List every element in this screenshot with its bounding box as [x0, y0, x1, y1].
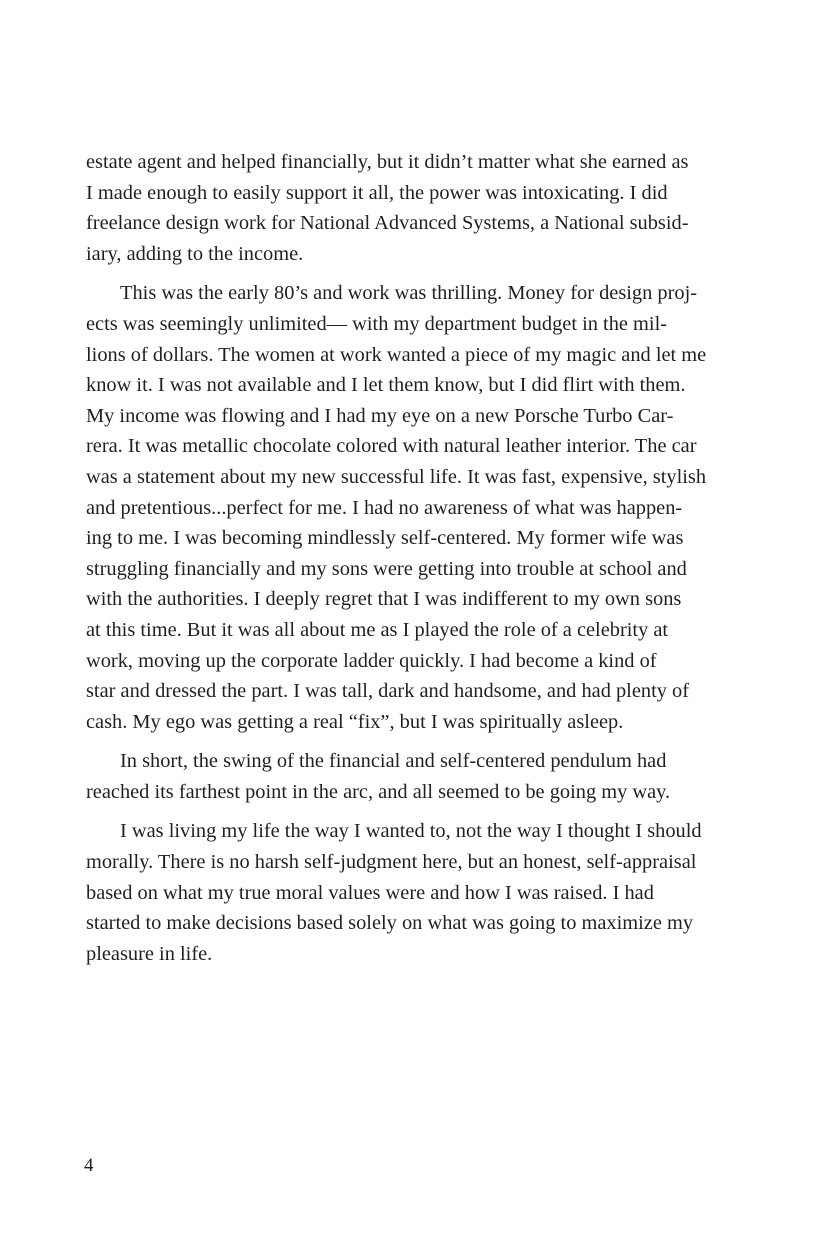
- text-line: lions of dollars. The women at work wanted a piece of my magic and let me: [86, 343, 707, 366]
- page-number: 4: [84, 1155, 94, 1176]
- paragraph: [86, 278, 726, 737]
- text-line: work, moving up the corporate ladder quickly. I had become a kind of: [86, 649, 657, 672]
- text-line: started to make decisions based solely on what was going to maximize my: [86, 912, 694, 935]
- body-text: [86, 147, 726, 978]
- text-line: estate agent and helped financially, but it didn’t matter what she earned as: [86, 151, 689, 173]
- text-line: and pretentious...perfect for me. I had no awareness of what was happen-: [86, 496, 683, 519]
- text-line: morally. There is no harsh self-judgment here, but an honest, self-appraisal: [86, 851, 697, 874]
- text-line: rera. It was metallic chocolate colored with natural leather interior. The car: [86, 435, 697, 458]
- text-line: freelance design work for National Advanced Systems, a National subsid-: [86, 212, 689, 235]
- text-line: at this time. But it was all about me as I played the role of a celebrity at: [86, 618, 669, 641]
- text-line: was a statement about my new successful life. It was fast, expensive, stylish: [86, 465, 707, 488]
- text-line: I made enough to easily support it all, the power was intoxicating. I did: [86, 181, 668, 204]
- paragraph: [86, 746, 726, 807]
- text-line: My income was flowing and I had my eye on a new Porsche Turbo Car-: [86, 404, 674, 427]
- paragraph: [86, 147, 726, 269]
- text-line: know it. I was not available and I let them know, but I did flirt with them.: [86, 374, 686, 397]
- text-line: ing to me. I was becoming mindlessly self-centered. My former wife was: [86, 527, 684, 550]
- text-line: star and dressed the part. I was tall, dark and handsome, and had plenty of: [86, 680, 690, 703]
- text-line: In short, the swing of the financial and self-centered pendulum had: [120, 750, 667, 773]
- text-line: struggling financially and my sons were getting into trouble at school and: [86, 557, 687, 580]
- text-line: I was living my life the way I wanted to, not the way I thought I should: [120, 820, 702, 843]
- paragraph: [86, 816, 726, 969]
- text-line: iary, adding to the income.: [86, 242, 304, 265]
- text-line: cash. My ego was getting a real “fix”, but I was spiritually asleep.: [86, 710, 624, 733]
- text-line: pleasure in life.: [86, 942, 213, 965]
- text-line: with the authorities. I deeply regret that I was indifferent to my own sons: [86, 588, 682, 611]
- text-line: ects was seemingly unlimited— with my department budget in the mil-: [86, 312, 668, 335]
- text-line: This was the early 80’s and work was thrilling. Money for design proj-: [120, 282, 698, 305]
- text-line: based on what my true moral values were and how I was raised. I had: [86, 881, 654, 904]
- text-line: reached its farthest point in the arc, and all seemed to be going my way.: [86, 780, 671, 803]
